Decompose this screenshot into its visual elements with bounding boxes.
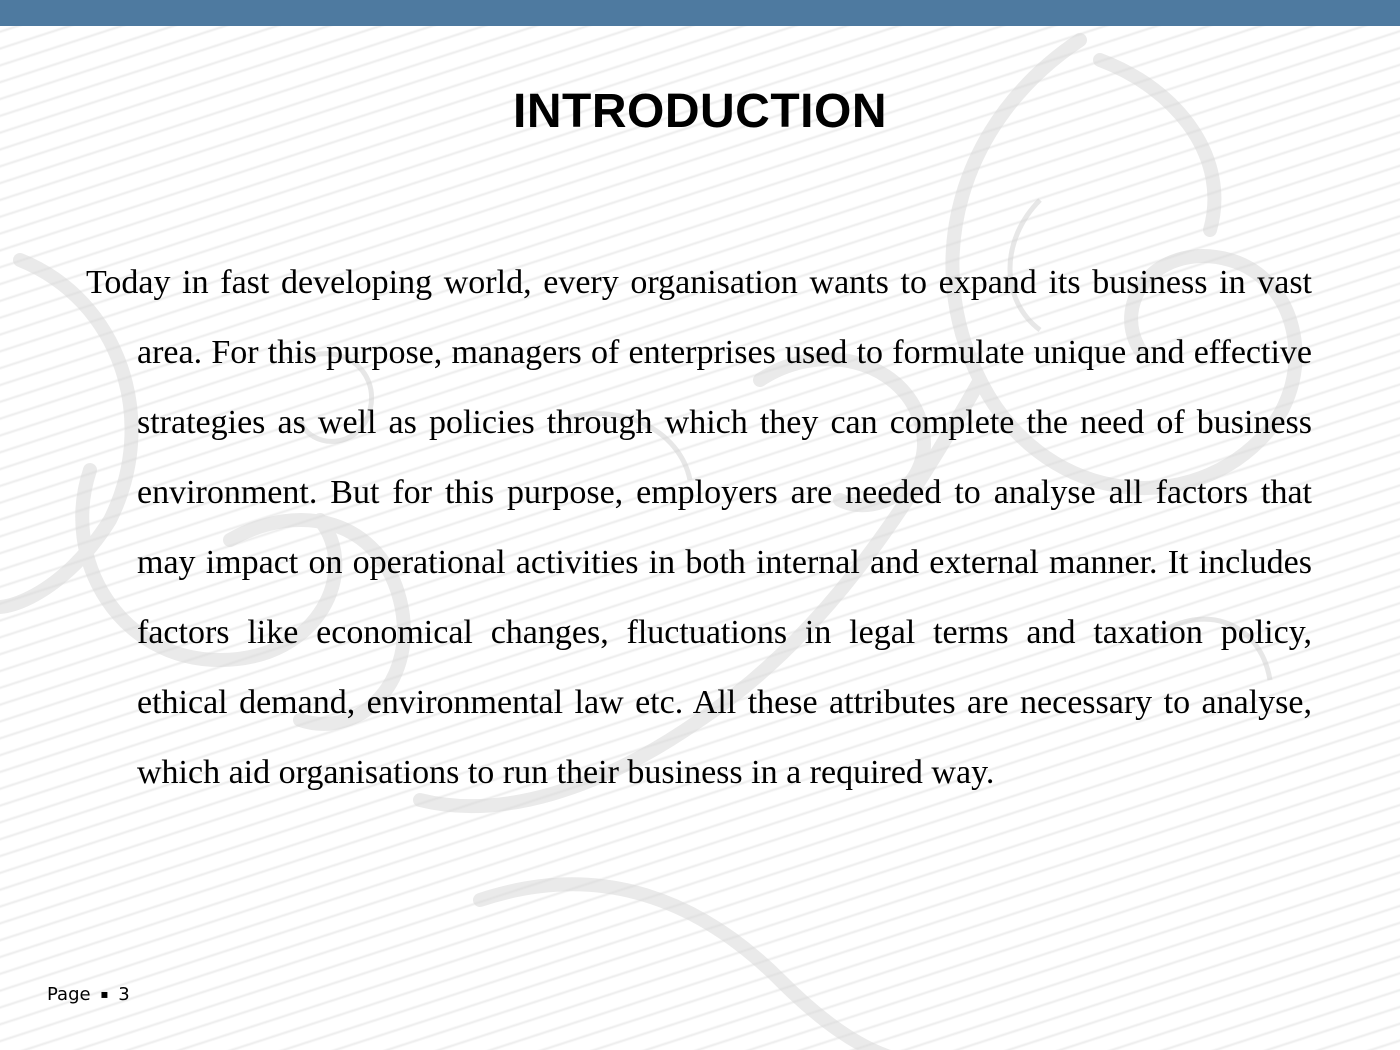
page-footer <box>47 983 130 1006</box>
page-separator: ▪ <box>100 987 109 1001</box>
slide-title: INTRODUCTION <box>513 85 887 138</box>
page-label: Page <box>47 984 91 1005</box>
introduction-paragraph: Today in fast developing world, every organisation wants to expand its business in vast area. For this purpose, managers of enterprises used to formulate unique and effective strategies as well as policies through which they can complete the need of business environment. But for this purpose, employers are needed to analyse all factors that may impact on operational activities in both internal and external manner. It includes factors like economical changes, fluctuations in legal terms and taxation policy, ethical demand, environmental law etc. All these attributes are necessary to analyse, which aid organisations to run their business in a required way. <box>86 264 1312 791</box>
page-number: 3 <box>118 984 130 1005</box>
